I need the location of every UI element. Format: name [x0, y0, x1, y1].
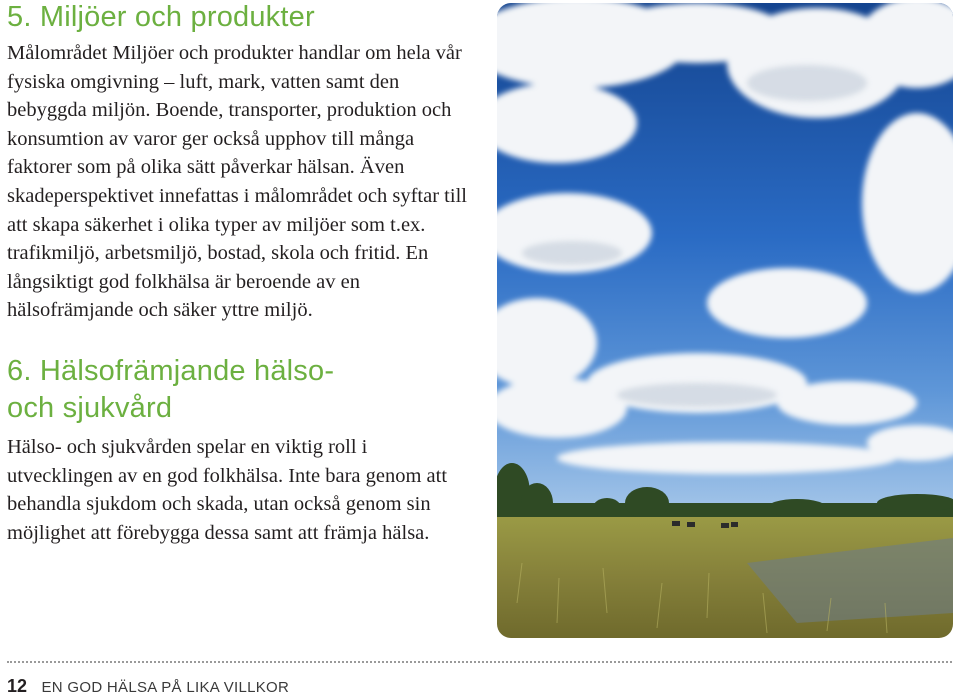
footer-divider: [7, 661, 952, 663]
section-6-heading: 6. Hälsofrämjande hälso- och sjukvård: [7, 354, 335, 424]
section-5-body: Målområdet Miljöer och produkter handlar om hela vår fysiska omgivning – luft, mark, vatten samt den bebyggda miljön. Boende, transporter, produktion och konsumtion av varor ger också upphov till många faktorer som på olika sätt påverkar hälsan. Även skadeperspektivet innefattas i målområdet och syftar till att skapa säkerhet i olika typer av miljöer som t.ex. trafikmiljö, arbetsmiljö, bostad, skola och fritid. En långsiktigt god folkhälsa är beroende av en hälsofrämjande och säker yttre miljö.: [7, 42, 467, 322]
section-6-body: Hälso- och sjukvården spelar en viktig roll i utvecklingen av en god folkhälsa. Inte bara genom att behandla sjukdom och skada, utan också genom sin möjlighet att förebygga dessa samt att främja hälsa.: [7, 435, 448, 544]
page-footer: [7, 676, 289, 696]
landscape-photo: [497, 3, 953, 638]
sky-meadow-illustration: [497, 3, 953, 638]
text-column: [7, 0, 477, 547]
running-title: EN GOD HÄLSA PÅ LIKA VILLKOR: [41, 679, 290, 696]
section-5-heading: 5. Miljöer och produkter: [7, 1, 315, 33]
page-number: 12: [7, 676, 28, 696]
